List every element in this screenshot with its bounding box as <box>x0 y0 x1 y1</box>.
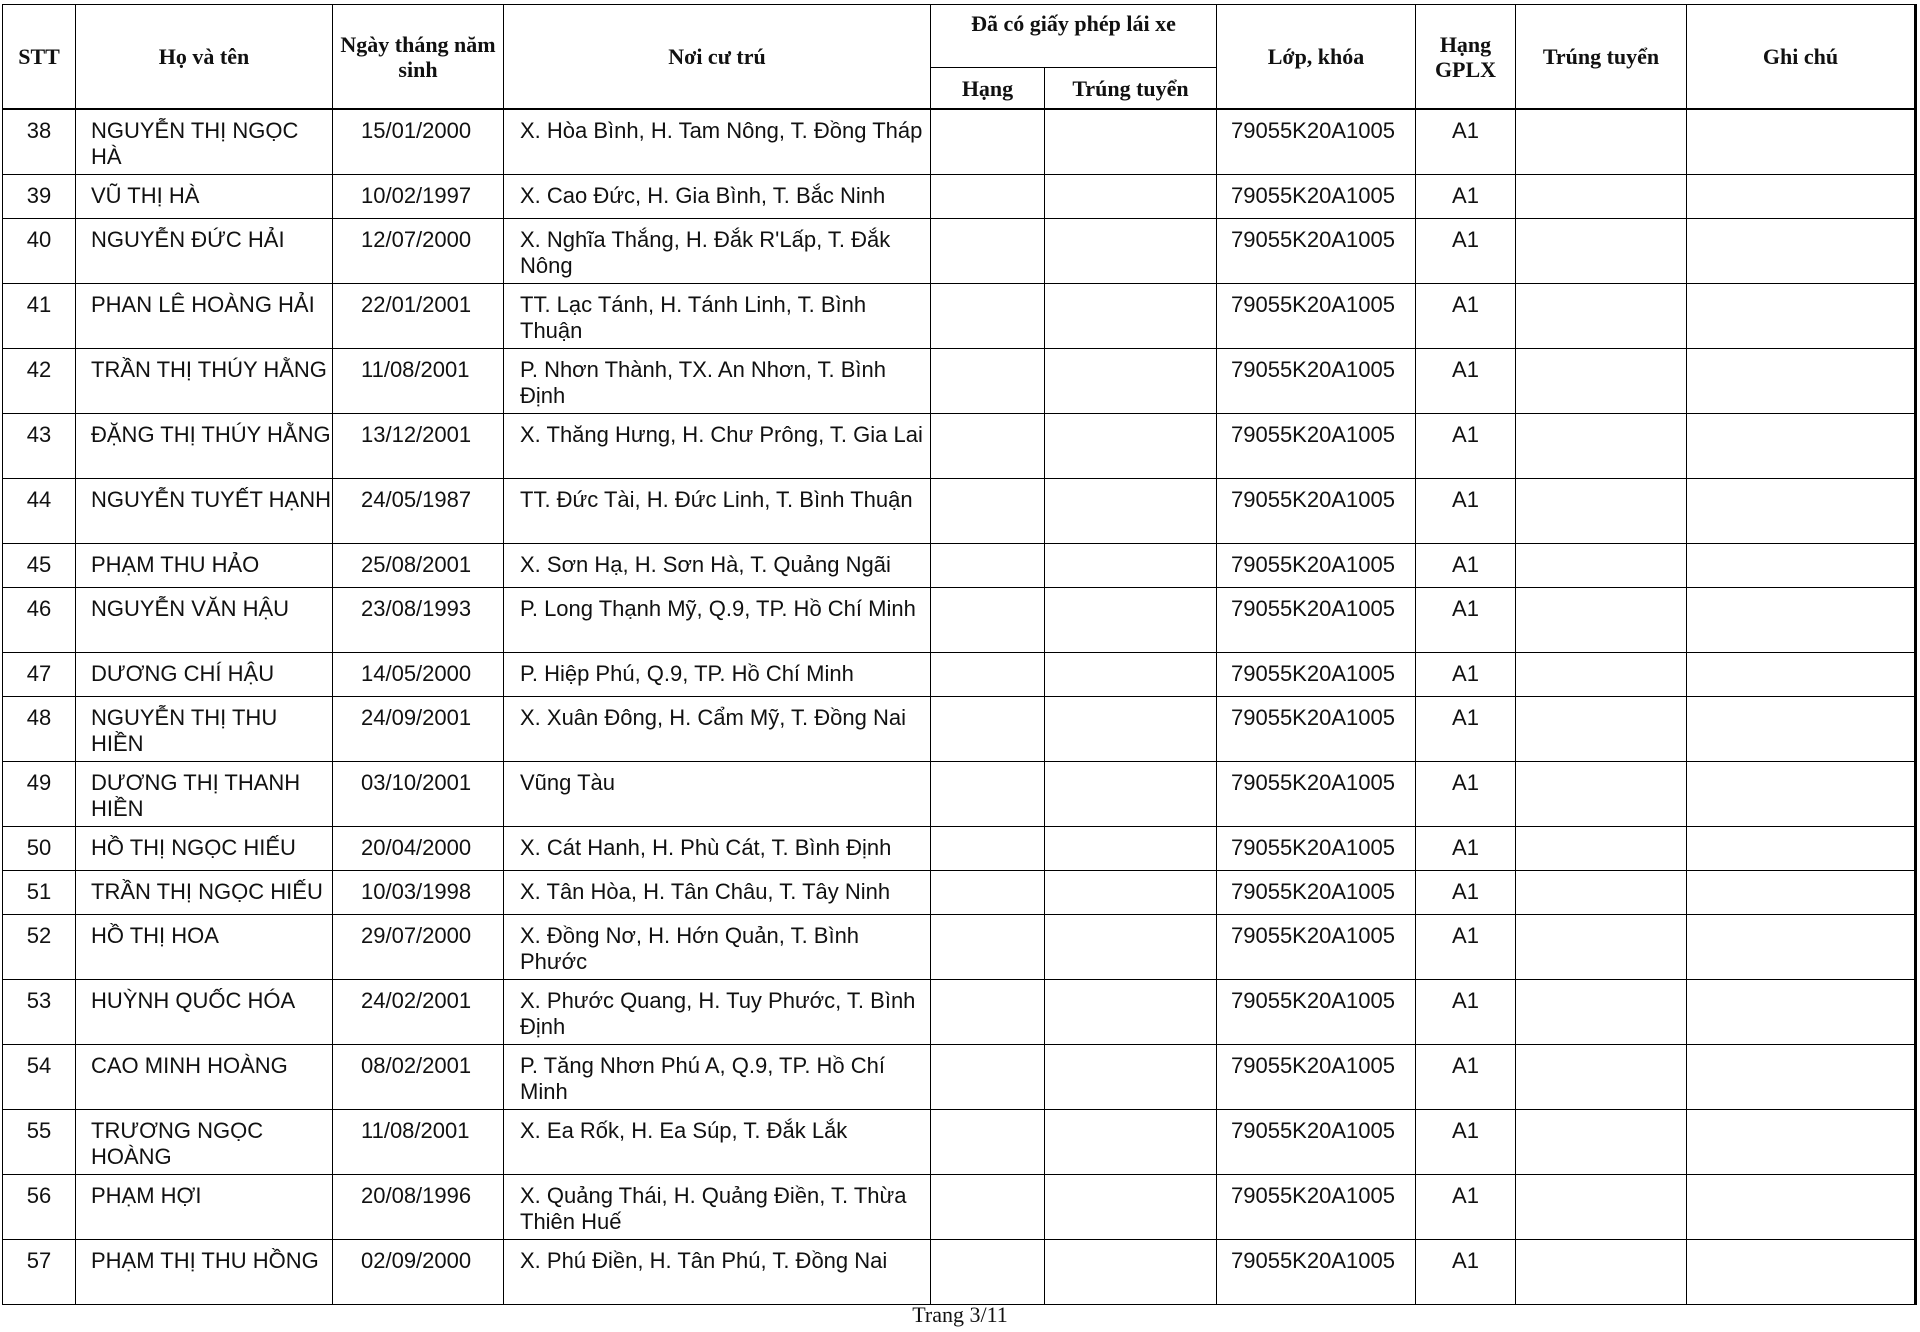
header-name: Họ và tên <box>76 5 333 110</box>
row-address: P. Nhơn Thành, TX. An Nhơn, T. Bình Định <box>504 348 931 413</box>
row-gplx-rank: A1 <box>1416 478 1516 543</box>
row-stt: 52 <box>3 914 76 979</box>
row-license-passed <box>1045 1109 1217 1174</box>
table-row <box>3 543 1916 587</box>
row-class: 79055K20A1005 <box>1217 761 1416 826</box>
row-class: 79055K20A1005 <box>1217 413 1416 478</box>
row-dob: 24/09/2001 <box>333 696 504 761</box>
row-license-rank <box>931 1109 1045 1174</box>
row-class: 79055K20A1005 <box>1217 543 1416 587</box>
table-row <box>3 283 1916 348</box>
row-license-rank <box>931 870 1045 914</box>
row-passed <box>1516 696 1687 761</box>
table-row <box>3 1109 1916 1174</box>
row-gplx-rank: A1 <box>1416 1239 1516 1304</box>
row-gplx-rank: A1 <box>1416 696 1516 761</box>
row-address: X. Sơn Hạ, H. Sơn Hà, T. Quảng Ngãi <box>504 543 931 587</box>
row-dob: 29/07/2000 <box>333 914 504 979</box>
row-name: PHẠM THỊ THU HỒNG <box>76 1239 333 1304</box>
row-gplx-rank: A1 <box>1416 543 1516 587</box>
row-license-rank <box>931 587 1045 652</box>
row-stt: 38 <box>3 109 76 174</box>
row-gplx-rank: A1 <box>1416 1109 1516 1174</box>
row-address: X. Cát Hanh, H. Phù Cát, T. Bình Định <box>504 826 931 870</box>
row-dob: 02/09/2000 <box>333 1239 504 1304</box>
row-notes <box>1687 870 1916 914</box>
row-name: NGUYỄN VĂN HẬU <box>76 587 333 652</box>
table-row <box>3 1239 1916 1304</box>
row-notes <box>1687 587 1916 652</box>
row-stt: 57 <box>3 1239 76 1304</box>
row-gplx-rank: A1 <box>1416 1174 1516 1239</box>
row-gplx-rank: A1 <box>1416 652 1516 696</box>
row-license-passed <box>1045 870 1217 914</box>
row-gplx-rank: A1 <box>1416 870 1516 914</box>
row-notes <box>1687 174 1916 218</box>
row-stt: 53 <box>3 979 76 1044</box>
row-license-rank <box>931 1239 1045 1304</box>
row-name: DƯƠNG CHÍ HẬU <box>76 652 333 696</box>
row-class: 79055K20A1005 <box>1217 696 1416 761</box>
row-class: 79055K20A1005 <box>1217 1174 1416 1239</box>
row-gplx-rank: A1 <box>1416 914 1516 979</box>
row-name: PHAN LÊ HOÀNG HẢI <box>76 283 333 348</box>
row-notes <box>1687 478 1916 543</box>
row-license-passed <box>1045 543 1217 587</box>
row-gplx-rank: A1 <box>1416 979 1516 1044</box>
row-name: HỒ THỊ NGỌC HIẾU <box>76 826 333 870</box>
row-passed <box>1516 283 1687 348</box>
row-license-passed <box>1045 348 1217 413</box>
row-name: NGUYỄN THỊ THU HIỀN <box>76 696 333 761</box>
row-passed <box>1516 543 1687 587</box>
row-passed <box>1516 218 1687 283</box>
row-dob: 13/12/2001 <box>333 413 504 478</box>
row-notes <box>1687 348 1916 413</box>
row-gplx-rank: A1 <box>1416 826 1516 870</box>
row-notes <box>1687 914 1916 979</box>
row-dob: 10/02/1997 <box>333 174 504 218</box>
row-notes <box>1687 1044 1916 1109</box>
row-stt: 56 <box>3 1174 76 1239</box>
row-notes <box>1687 826 1916 870</box>
row-license-passed <box>1045 174 1217 218</box>
row-license-rank <box>931 348 1045 413</box>
row-dob: 20/08/1996 <box>333 1174 504 1239</box>
row-license-passed <box>1045 914 1217 979</box>
row-passed <box>1516 1239 1687 1304</box>
row-license-rank <box>931 1044 1045 1109</box>
row-stt: 41 <box>3 283 76 348</box>
row-name: PHẠM THU HẢO <box>76 543 333 587</box>
table-row <box>3 109 1916 174</box>
table-row <box>3 348 1916 413</box>
row-stt: 48 <box>3 696 76 761</box>
row-class: 79055K20A1005 <box>1217 478 1416 543</box>
row-address: X. Phú Điền, H. Tân Phú, T. Đồng Nai <box>504 1239 931 1304</box>
row-gplx-rank: A1 <box>1416 587 1516 652</box>
row-passed <box>1516 1109 1687 1174</box>
row-class: 79055K20A1005 <box>1217 1239 1416 1304</box>
header-license-rank: Hạng <box>931 68 1045 110</box>
row-class: 79055K20A1005 <box>1217 109 1416 174</box>
row-name: HUỲNH QUỐC HÓA <box>76 979 333 1044</box>
row-class: 79055K20A1005 <box>1217 914 1416 979</box>
row-dob: 11/08/2001 <box>333 1109 504 1174</box>
header-dob: Ngày tháng năm sinh <box>333 5 504 110</box>
row-license-rank <box>931 652 1045 696</box>
row-stt: 39 <box>3 174 76 218</box>
row-notes <box>1687 543 1916 587</box>
row-notes <box>1687 218 1916 283</box>
row-stt: 42 <box>3 348 76 413</box>
header-license-group: Đã có giấy phép lái xe <box>931 5 1217 68</box>
table-row <box>3 174 1916 218</box>
row-dob: 24/02/2001 <box>333 979 504 1044</box>
row-class: 79055K20A1005 <box>1217 979 1416 1044</box>
row-license-rank <box>931 914 1045 979</box>
row-address: P. Tăng Nhơn Phú A, Q.9, TP. Hồ Chí Minh <box>504 1044 931 1109</box>
row-dob: 25/08/2001 <box>333 543 504 587</box>
row-gplx-rank: A1 <box>1416 109 1516 174</box>
table-row <box>3 1174 1916 1239</box>
row-class: 79055K20A1005 <box>1217 1044 1416 1109</box>
row-address: TT. Đức Tài, H. Đức Linh, T. Bình Thuận <box>504 478 931 543</box>
row-notes <box>1687 1174 1916 1239</box>
row-class: 79055K20A1005 <box>1217 174 1416 218</box>
row-stt: 55 <box>3 1109 76 1174</box>
row-address: X. Cao Đức, H. Gia Bình, T. Bắc Ninh <box>504 174 931 218</box>
row-address: X. Đồng Nơ, H. Hớn Quản, T. Bình Phước <box>504 914 931 979</box>
row-address: X. Tân Hòa, H. Tân Châu, T. Tây Ninh <box>504 870 931 914</box>
row-class: 79055K20A1005 <box>1217 218 1416 283</box>
row-address: P. Hiệp Phú, Q.9, TP. Hồ Chí Minh <box>504 652 931 696</box>
row-name: PHẠM HỢI <box>76 1174 333 1239</box>
header-stt: STT <box>3 5 76 110</box>
row-name: DƯƠNG THỊ THANH HIỀN <box>76 761 333 826</box>
row-passed <box>1516 109 1687 174</box>
row-license-passed <box>1045 696 1217 761</box>
row-gplx-rank: A1 <box>1416 761 1516 826</box>
row-dob: 14/05/2000 <box>333 652 504 696</box>
table-row <box>3 587 1916 652</box>
table-row <box>3 218 1916 283</box>
row-address: X. Quảng Thái, H. Quảng Điền, T. Thừa Thiên Huế <box>504 1174 931 1239</box>
table-row <box>3 696 1916 761</box>
row-name: NGUYỄN TUYẾT HẠNH <box>76 478 333 543</box>
row-notes <box>1687 109 1916 174</box>
row-license-passed <box>1045 413 1217 478</box>
row-notes <box>1687 283 1916 348</box>
row-license-rank <box>931 478 1045 543</box>
row-stt: 45 <box>3 543 76 587</box>
header-residence: Nơi cư trú <box>504 5 931 110</box>
row-license-rank <box>931 1174 1045 1239</box>
header-notes: Ghi chú <box>1687 5 1916 110</box>
row-dob: 23/08/1993 <box>333 587 504 652</box>
row-stt: 40 <box>3 218 76 283</box>
row-license-rank <box>931 826 1045 870</box>
row-stt: 46 <box>3 587 76 652</box>
row-class: 79055K20A1005 <box>1217 283 1416 348</box>
row-license-rank <box>931 283 1045 348</box>
row-class: 79055K20A1005 <box>1217 348 1416 413</box>
row-class: 79055K20A1005 <box>1217 652 1416 696</box>
row-gplx-rank: A1 <box>1416 218 1516 283</box>
row-license-passed <box>1045 587 1217 652</box>
row-license-rank <box>931 696 1045 761</box>
row-license-passed <box>1045 979 1217 1044</box>
row-notes <box>1687 413 1916 478</box>
table-row <box>3 761 1916 826</box>
row-address: P. Long Thạnh Mỹ, Q.9, TP. Hồ Chí Minh <box>504 587 931 652</box>
row-name: HỒ THỊ HOA <box>76 914 333 979</box>
table-row <box>3 652 1916 696</box>
row-name: VŨ THỊ HÀ <box>76 174 333 218</box>
row-name: NGUYỄN ĐỨC HẢI <box>76 218 333 283</box>
row-address: X. Ea Rốk, H. Ea Súp, T. Đắk Lắk <box>504 1109 931 1174</box>
row-dob: 15/01/2000 <box>333 109 504 174</box>
row-notes <box>1687 1239 1916 1304</box>
row-name: CAO MINH HOÀNG <box>76 1044 333 1109</box>
row-gplx-rank: A1 <box>1416 283 1516 348</box>
row-license-rank <box>931 761 1045 826</box>
row-name: TRƯƠNG NGỌC HOÀNG <box>76 1109 333 1174</box>
row-dob: 22/01/2001 <box>333 283 504 348</box>
candidate-table <box>2 4 1917 1305</box>
header-passed: Trúng tuyển <box>1516 5 1687 110</box>
row-passed <box>1516 979 1687 1044</box>
row-passed <box>1516 652 1687 696</box>
row-name: NGUYỄN THỊ NGỌC HÀ <box>76 109 333 174</box>
row-license-rank <box>931 413 1045 478</box>
row-class: 79055K20A1005 <box>1217 870 1416 914</box>
row-address: X. Phước Quang, H. Tuy Phước, T. Bình Định <box>504 979 931 1044</box>
row-passed <box>1516 870 1687 914</box>
table-row <box>3 870 1916 914</box>
header-license-passed: Trúng tuyển <box>1045 68 1217 110</box>
row-gplx-rank: A1 <box>1416 174 1516 218</box>
table-row <box>3 826 1916 870</box>
row-license-passed <box>1045 1174 1217 1239</box>
row-license-rank <box>931 979 1045 1044</box>
row-address: X. Nghĩa Thắng, H. Đắk R'Lấp, T. Đắk Nông <box>504 218 931 283</box>
row-address: TT. Lạc Tánh, H. Tánh Linh, T. Bình Thuận <box>504 283 931 348</box>
table-row <box>3 478 1916 543</box>
row-license-rank <box>931 174 1045 218</box>
page-number: Trang 3/11 <box>912 1302 1008 1327</box>
row-passed <box>1516 587 1687 652</box>
row-name: TRẦN THỊ THÚY HẰNG <box>76 348 333 413</box>
row-stt: 54 <box>3 1044 76 1109</box>
row-dob: 10/03/1998 <box>333 870 504 914</box>
row-address: X. Thăng Hưng, H. Chư Prông, T. Gia Lai <box>504 413 931 478</box>
row-passed <box>1516 1174 1687 1239</box>
row-stt: 49 <box>3 761 76 826</box>
row-passed <box>1516 413 1687 478</box>
row-dob: 12/07/2000 <box>333 218 504 283</box>
row-notes <box>1687 761 1916 826</box>
row-passed <box>1516 1044 1687 1109</box>
row-passed <box>1516 914 1687 979</box>
row-stt: 47 <box>3 652 76 696</box>
row-name: TRẦN THỊ NGỌC HIẾU <box>76 870 333 914</box>
row-gplx-rank: A1 <box>1416 1044 1516 1109</box>
row-class: 79055K20A1005 <box>1217 826 1416 870</box>
row-dob: 08/02/2001 <box>333 1044 504 1109</box>
table-row <box>3 914 1916 979</box>
row-class: 79055K20A1005 <box>1217 1109 1416 1174</box>
row-dob: 11/08/2001 <box>333 348 504 413</box>
row-address: X. Hòa Bình, H. Tam Nông, T. Đồng Tháp <box>504 109 931 174</box>
row-license-passed <box>1045 1044 1217 1109</box>
row-passed <box>1516 174 1687 218</box>
row-passed <box>1516 761 1687 826</box>
row-license-rank <box>931 109 1045 174</box>
table-row <box>3 413 1916 478</box>
row-license-passed <box>1045 478 1217 543</box>
row-license-rank <box>931 218 1045 283</box>
row-dob: 20/04/2000 <box>333 826 504 870</box>
row-notes <box>1687 696 1916 761</box>
row-stt: 51 <box>3 870 76 914</box>
row-license-passed <box>1045 109 1217 174</box>
row-notes <box>1687 979 1916 1044</box>
row-license-passed <box>1045 218 1217 283</box>
row-dob: 03/10/2001 <box>333 761 504 826</box>
row-stt: 43 <box>3 413 76 478</box>
row-passed <box>1516 478 1687 543</box>
row-notes <box>1687 1109 1916 1174</box>
row-passed <box>1516 348 1687 413</box>
header-gplx-rank: Hạng GPLX <box>1416 5 1516 110</box>
row-license-passed <box>1045 761 1217 826</box>
row-license-passed <box>1045 283 1217 348</box>
row-gplx-rank: A1 <box>1416 413 1516 478</box>
row-address: Vũng Tàu <box>504 761 931 826</box>
row-notes <box>1687 652 1916 696</box>
row-license-passed <box>1045 826 1217 870</box>
table-body <box>3 109 1916 1304</box>
row-gplx-rank: A1 <box>1416 348 1516 413</box>
row-class: 79055K20A1005 <box>1217 587 1416 652</box>
header-class: Lớp, khóa <box>1217 5 1416 110</box>
row-license-rank <box>931 543 1045 587</box>
row-name: ĐẶNG THỊ THÚY HẰNG <box>76 413 333 478</box>
row-address: X. Xuân Đông, H. Cẩm Mỹ, T. Đồng Nai <box>504 696 931 761</box>
row-license-passed <box>1045 652 1217 696</box>
row-passed <box>1516 826 1687 870</box>
row-dob: 24/05/1987 <box>333 478 504 543</box>
row-stt: 50 <box>3 826 76 870</box>
row-license-passed <box>1045 1239 1217 1304</box>
table-row <box>3 1044 1916 1109</box>
table-row <box>3 979 1916 1044</box>
row-stt: 44 <box>3 478 76 543</box>
